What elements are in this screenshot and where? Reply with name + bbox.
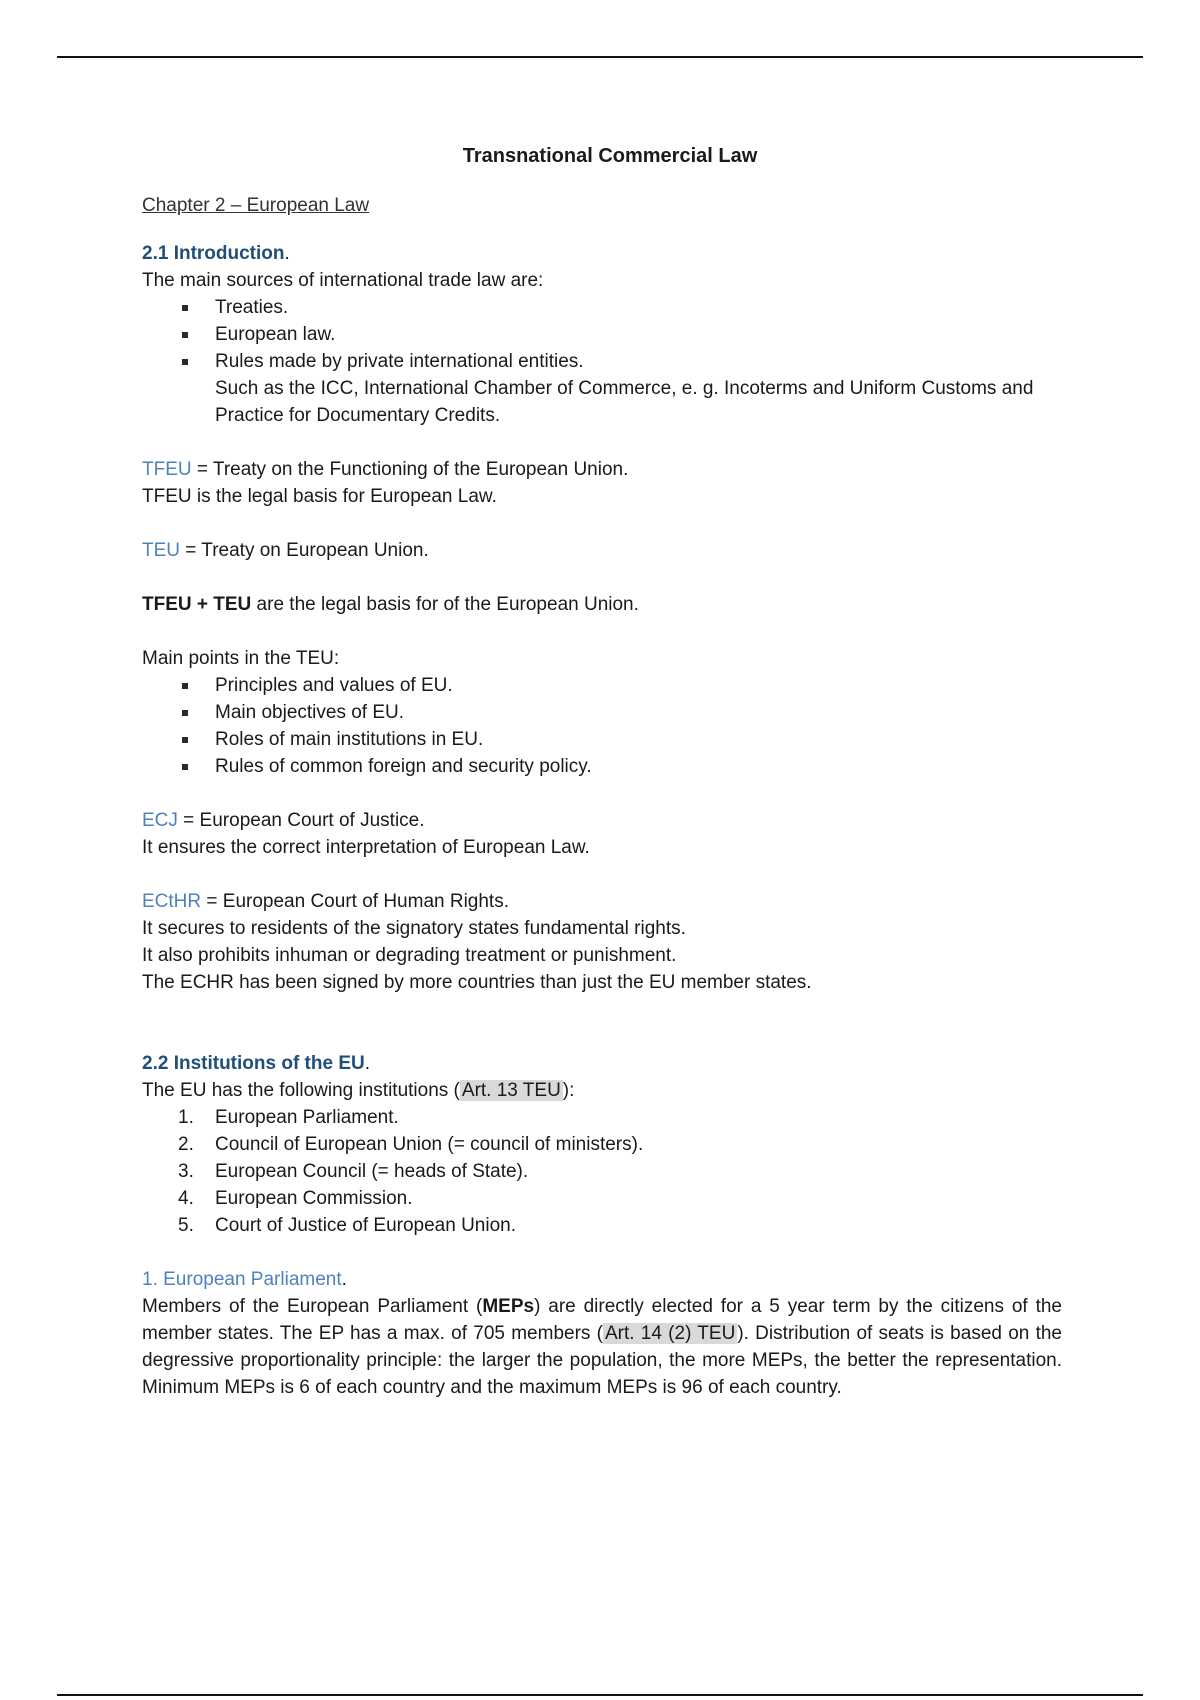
list-item: European law. [215,321,1062,348]
list-item: 2. Council of European Union (= council of ministers). [178,1134,644,1155]
list-item: 1. European Parliament. [178,1107,399,1128]
ecj-abbr: ECJ [142,810,178,831]
chapter-heading: Chapter 2 – European Law [142,195,370,216]
list-item: Rules of common foreign and security policy. [215,753,1062,780]
document-title: Transnational Commercial Law [462,145,758,167]
institutions-intro: The EU has the following institutions ( Art. 13 TEU ): [142,1080,575,1101]
sources-intro: The main sources of international trade law are: [142,270,544,291]
ecthr-definition: ECtHR = European Court of Human Rights. [142,891,509,912]
european-parliament-paragraph: Members of the European Parliament (MEPs) are directly elected for a 5 year term by the citizens of the member states. The EP has a max. of 705 members ( Art. 14 (2) TEU ). Distribution of seats is based on the degressive proportionality principle: the larger the population, the more MEPs, the better the representation. Minimum MEPs is 6 of each country and the maximum MEPs is 96 of each country. [142,1296,1062,1398]
article-reference: Art. 13 TEU [461,1080,561,1101]
list-item: Main objectives of EU. [215,699,1062,726]
article-reference: Art. 14 (2) TEU [604,1323,736,1344]
ecthr-line: The ECHR has been signed by more countries than just the EU member states. [142,972,812,993]
section-2-1-heading: 2.1 Introduction. [142,243,290,264]
list-item: 5. Court of Justice of European Union. [178,1215,517,1236]
footer-rule [57,1694,1143,1696]
list-item: 4. European Commission. [178,1188,413,1209]
ecthr-line: It also prohibits inhuman or degrading treatment or punishment. [142,945,677,966]
sources-list [142,294,1062,375]
teu-abbr: TEU [142,540,180,561]
tfeu-definition: TFEU = Treaty on the Functioning of the European Union. [142,459,629,480]
ecthr-abbr: ECtHR [142,891,202,912]
tfeu-abbr: TFEU [142,459,192,480]
tfeu-basis: TFEU is the legal basis for European Law. [142,486,497,507]
section-2-2-heading: 2.2 Institutions of the EU. [142,1053,371,1074]
ecj-description: It ensures the correct interpretation of European Law. [142,837,590,858]
list-item: Treaties. [215,294,1062,321]
combined-basis: TFEU + TEU are the legal basis for of the European Union. [142,594,639,615]
meps-term: MEPs [482,1296,535,1317]
european-parliament-heading: 1. European Parliament. [142,1269,347,1290]
document-content [142,143,1062,1401]
institutions-list [142,1104,1062,1239]
teu-definition: TEU = Treaty on European Union. [142,540,429,561]
sources-note: Such as the ICC, International Chamber of Commerce, e. g. Incoterms and Uniform Customs and Practice for Documentary Credits. [215,378,1034,426]
list-item: Roles of main institutions in EU. [215,726,1062,753]
list-item: 3. European Council (= heads of State). [178,1161,529,1182]
ecj-definition: ECJ = European Court of Justice. [142,810,425,831]
list-item: Rules made by private international entities. [215,348,1062,375]
ecthr-line: It secures to residents of the signatory states fundamental rights. [142,918,686,939]
teu-points-list [142,672,1062,780]
header-rule [57,56,1143,58]
list-item: Principles and values of EU. [215,672,1062,699]
teu-points-intro: Main points in the TEU: [142,648,340,669]
